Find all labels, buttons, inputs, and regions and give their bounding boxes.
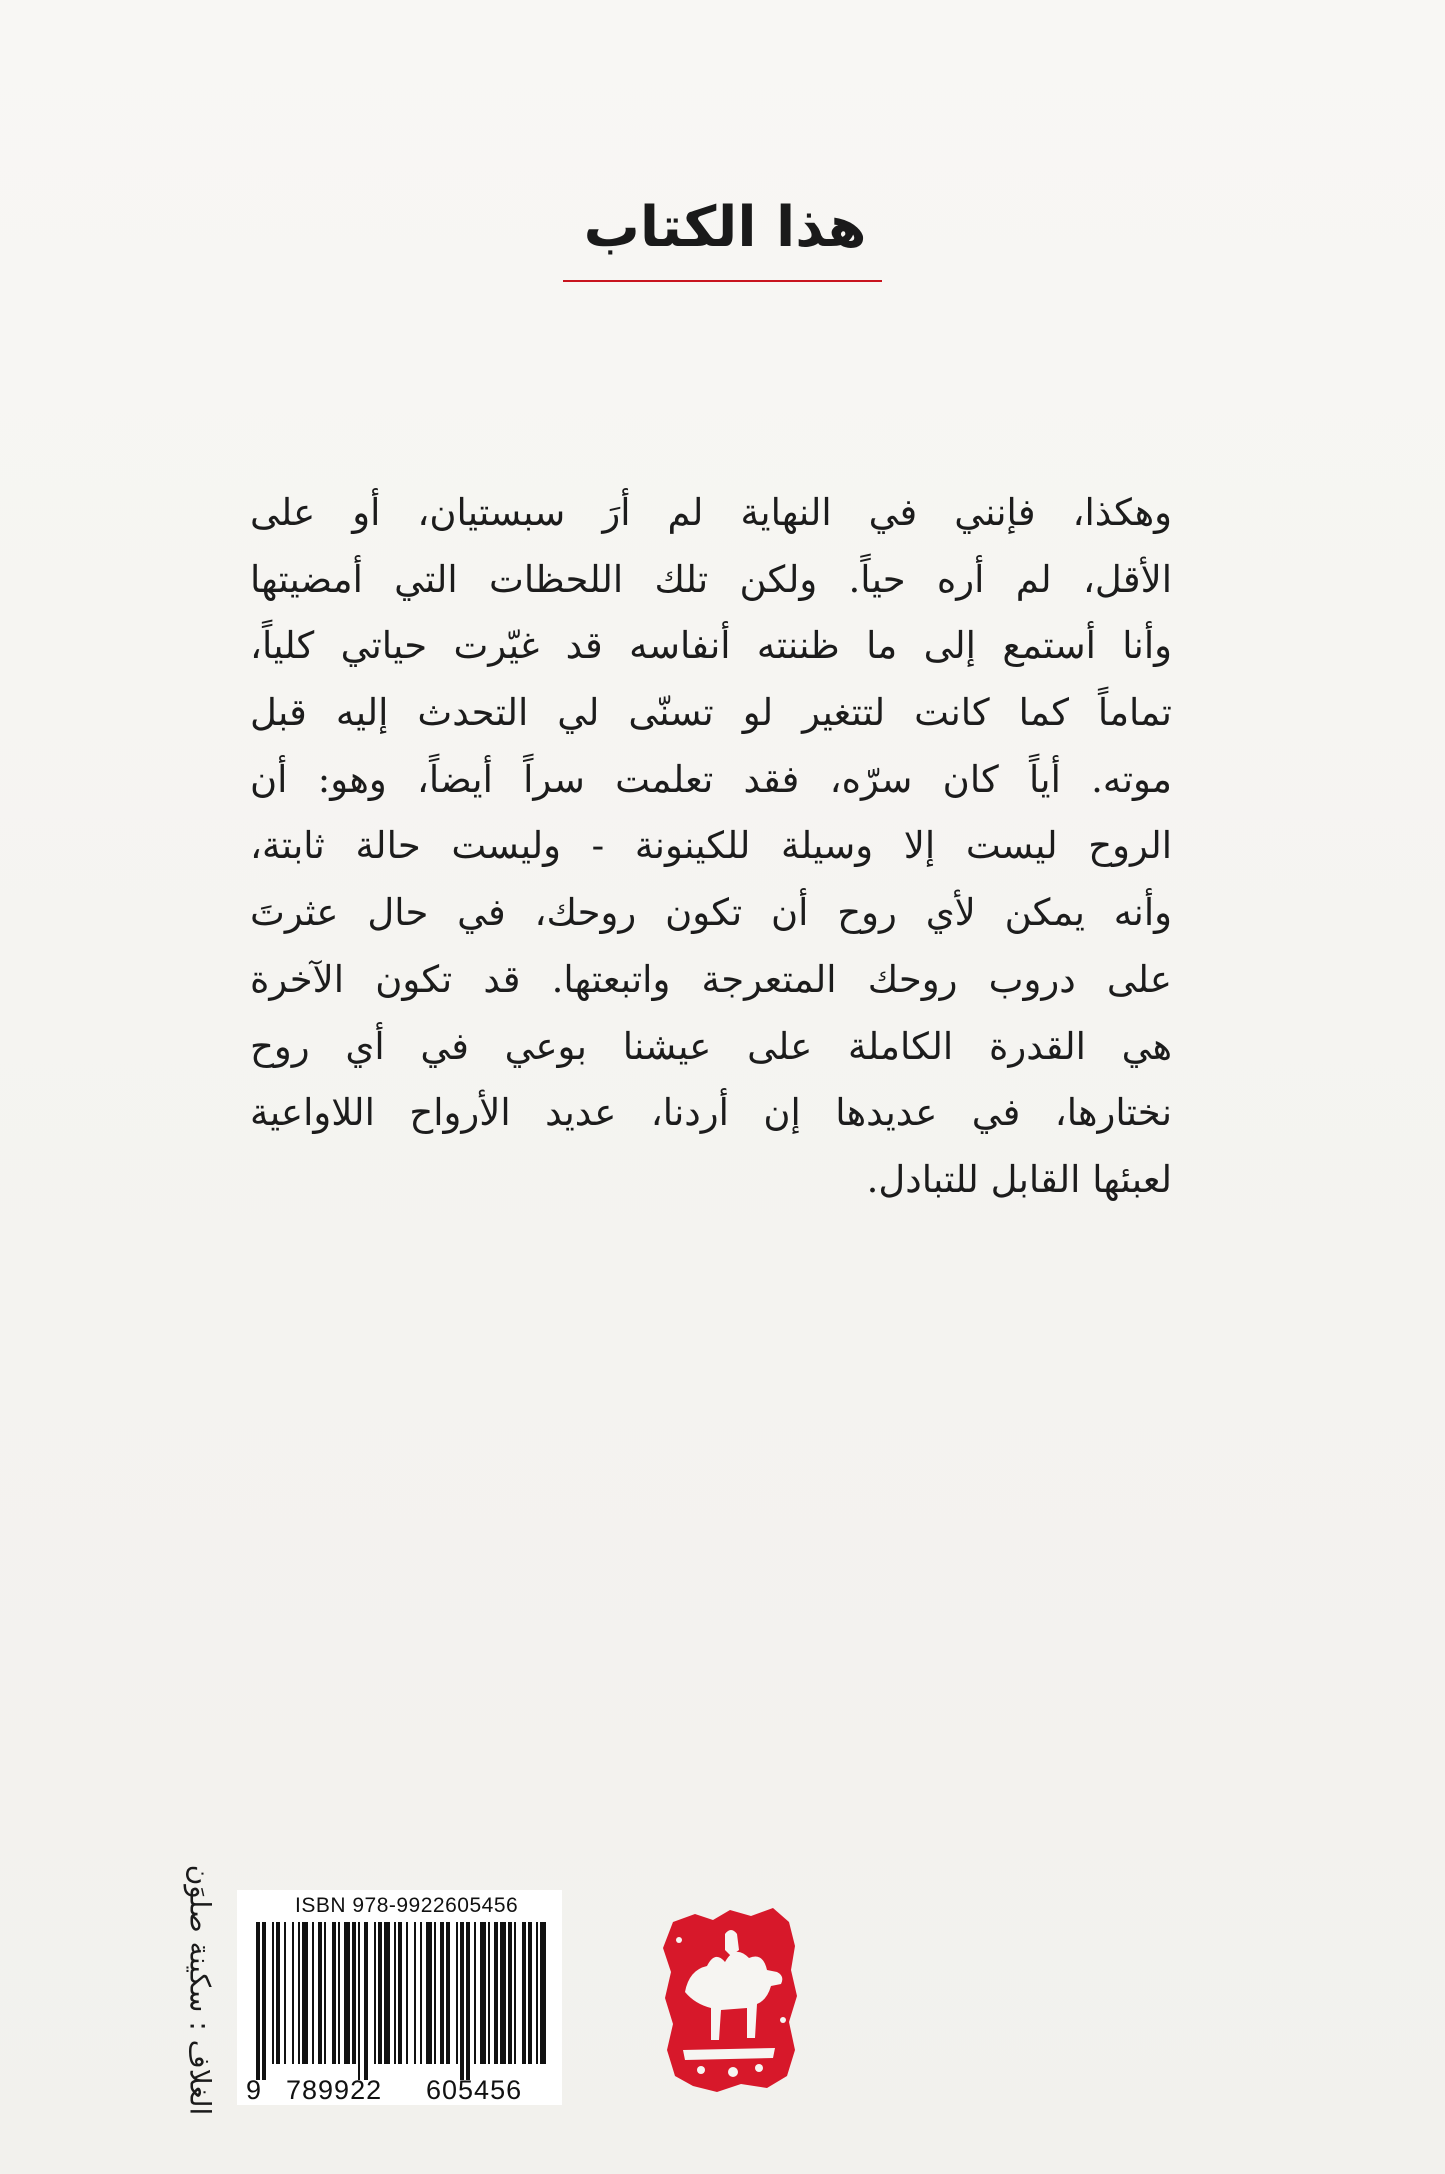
barcode-bar [298,1922,300,2064]
barcode-bar [514,1922,516,2064]
blurb-line: نختارها، في عديدها إن أردنا، عديد الأرواح اللاواعية [250,1091,1172,1135]
barcode-bar [474,1922,476,2064]
barcode-bar [494,1922,498,2064]
barcode-bar [522,1922,526,2064]
barcode-bar [540,1922,546,2064]
barcode-bar [394,1922,396,2064]
barcode-bar [332,1922,336,2064]
barcode-bar [344,1922,350,2064]
title-underline [563,280,882,282]
blurb-line: وأنه يمكن لأي روح أن تكون روحك، في حال عثرتَ [250,891,1172,935]
barcode-bar [528,1922,532,2064]
barcode-bar [398,1922,402,2064]
blurb-line: الأقل، لم أره حياً. ولكن تلك اللحظات التي أمضيتها [250,557,1172,601]
barcode-bar [374,1922,376,2064]
barcode-bar [440,1922,444,2064]
barcode-bar [460,1922,464,2080]
barcode-bar [480,1922,486,2064]
barcode-bar [318,1922,322,2064]
barcode-bar [364,1922,368,2080]
camel-rider-seal-icon [655,1900,805,2100]
barcode-bar [446,1922,450,2064]
barcode-bar [352,1922,356,2064]
barcode-bar [276,1922,280,2064]
blurb-line: وأنا أستمع إلى ما ظننته أنفاسه قد غيّرت حياتي كلياً، [250,624,1172,668]
blurb-line: على دروب روحك المتعرجة واتبعتها. قد تكون الآخرة [250,957,1172,1001]
barcode-bar [456,1922,458,2064]
barcode-bar [384,1922,390,2064]
blurb-line: وهكذا، فإنني في النهاية لم أرَ سبستيان، أو على [250,491,1172,534]
barcode-bar [256,1922,260,2080]
barcode-digits-left: 789922 [286,2075,383,2105]
barcode-bar [302,1922,308,2064]
cover-credit [170,1810,230,2170]
blurb-text [250,480,1172,1214]
barcode-bar [426,1922,432,2064]
barcode-digits-right: 605456 [426,2075,523,2105]
barcode-bar [420,1922,422,2064]
barcode-bar [262,1922,266,2080]
barcode-bar [500,1922,506,2064]
page-title: هذا الكتاب [583,195,867,260]
barcode-bar [338,1922,340,2064]
barcode-bar [312,1922,314,2064]
isbn-label: ISBN 978-9922605456 [295,1894,519,1917]
barcode-bar [434,1922,436,2064]
blurb-line: موته. أياً كان سرّه، فقد تعلمت سراً أيضاً، وهو: أن [250,757,1172,801]
barcode-bar [378,1922,382,2064]
barcode-bar [414,1922,416,2064]
blurb-line: الروح ليست إلا وسيلة للكينونة - وليست حالة ثابتة، [250,824,1172,868]
barcode-bar [272,1922,274,2064]
cover-credit-text: الغلاف : سكينة صلوَن [183,1864,217,2116]
barcode-bar [324,1922,326,2064]
barcode-bar [292,1922,294,2064]
barcode-bar [358,1922,360,2080]
barcode-bar [406,1922,408,2064]
barcode-bar [536,1922,538,2064]
barcode-digit-prefix: 9 [246,2075,263,2105]
blurb-line: هي القدرة الكاملة على عيشنا بوعي في أي روح [250,1024,1172,1068]
barcode-bar [284,1922,286,2064]
blurb-line: لعبئها القابل للتبادل. [866,1157,1172,1201]
barcode-bar [508,1922,512,2064]
barcode-bar [466,1922,470,2080]
blurb-line: تماماً كما كانت لتتغير لو تسنّى لي التحدث إليه قبل [250,691,1172,735]
barcode-icon [250,1922,550,2080]
barcode-bar [488,1922,490,2064]
